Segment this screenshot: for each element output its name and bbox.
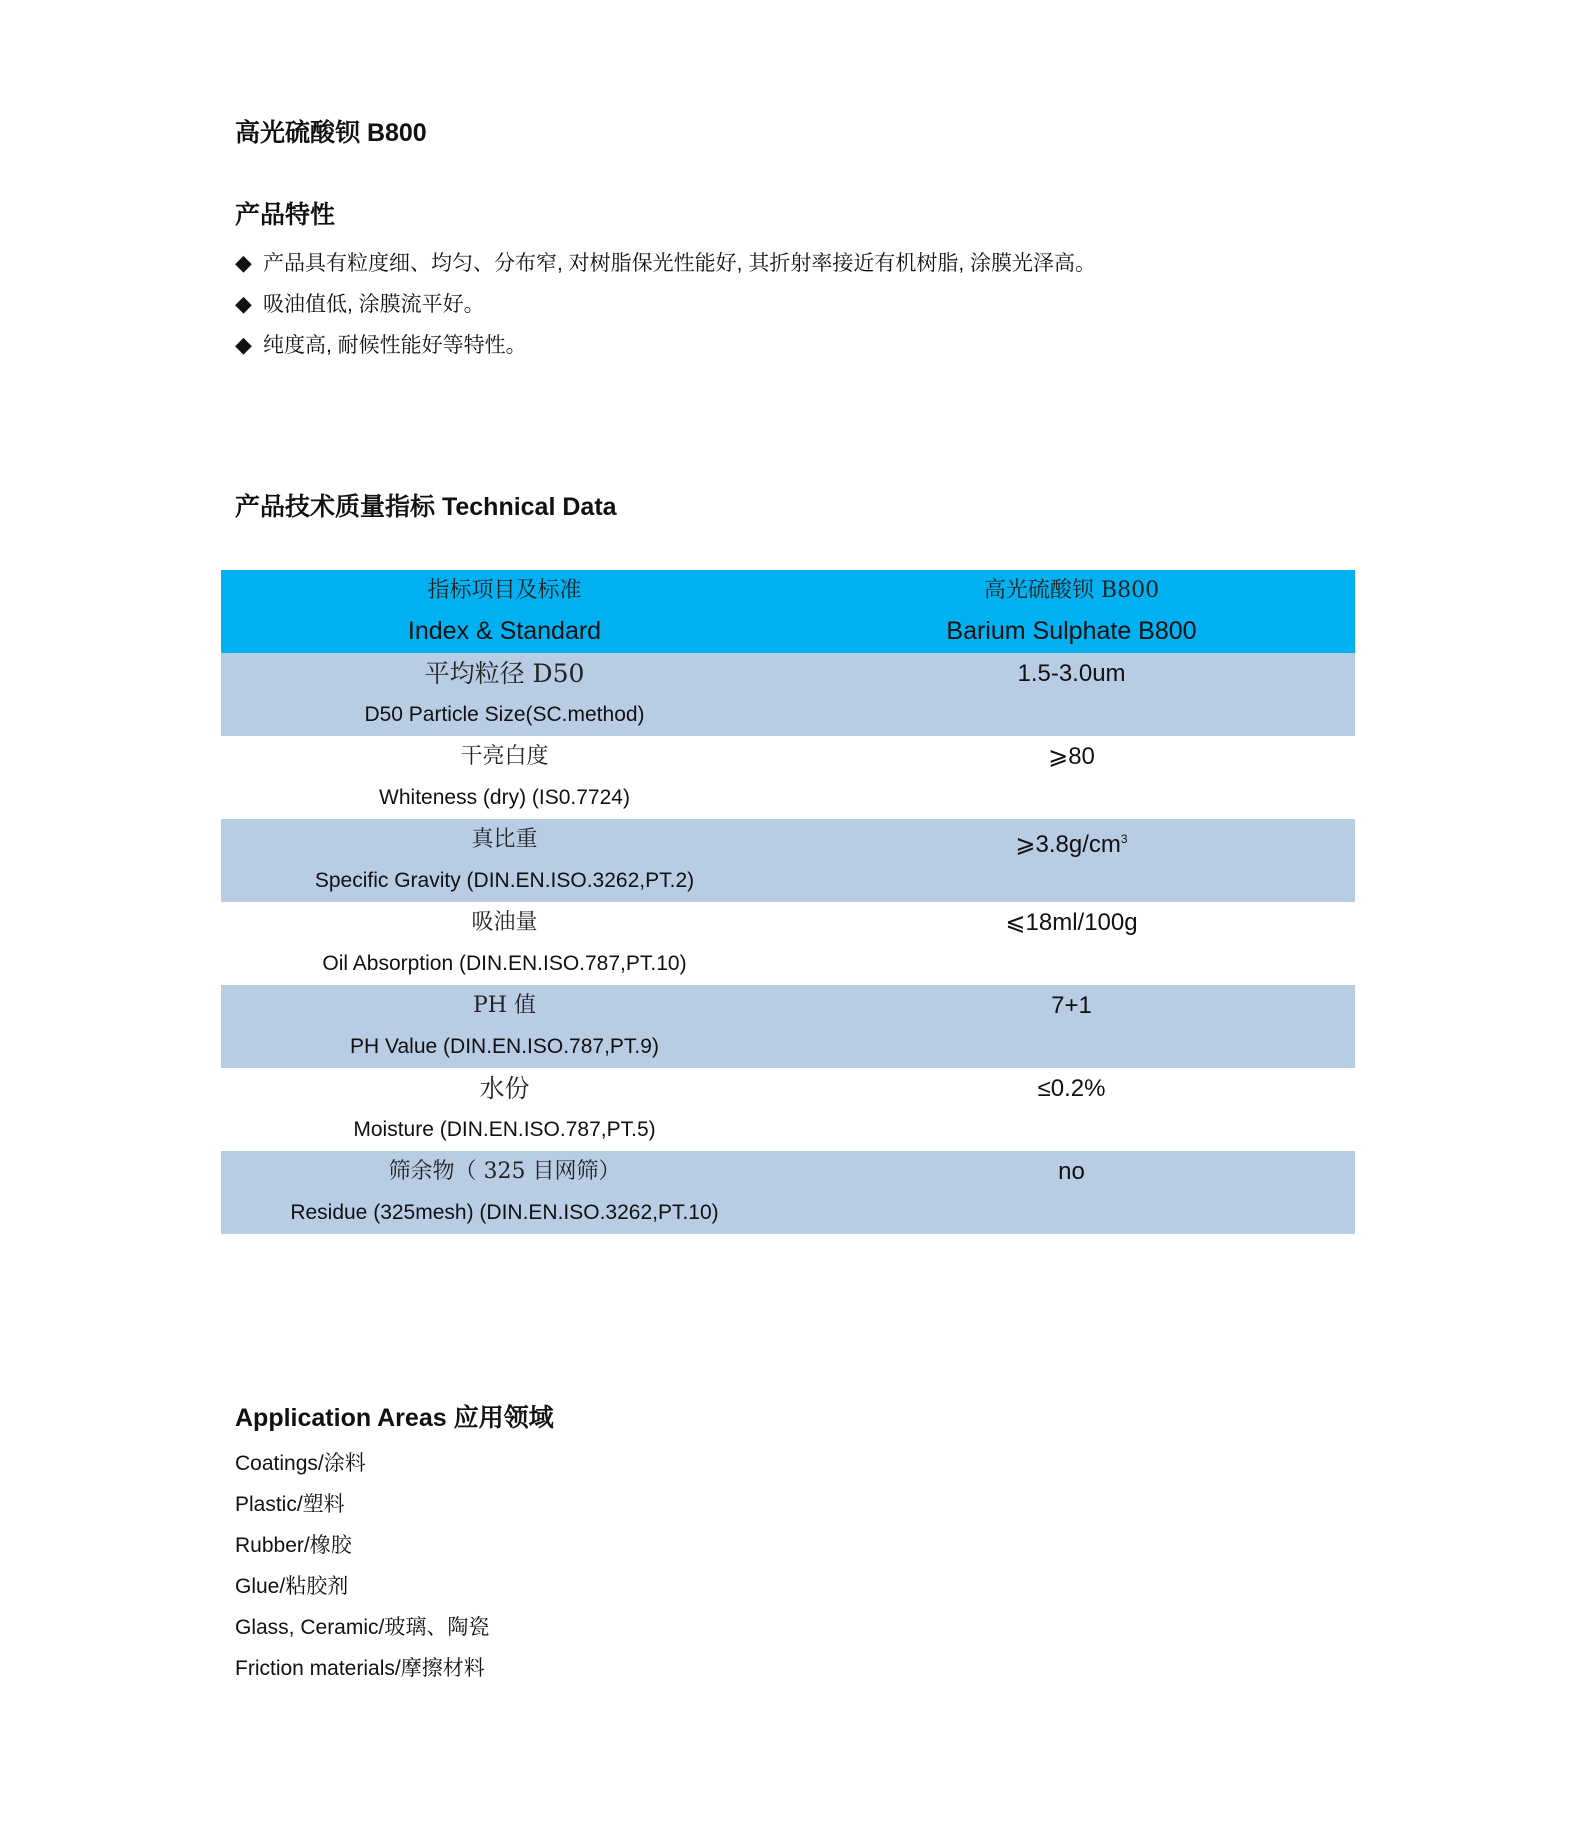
diamond-bullet-icon: ◆ [235,332,252,357]
value-cell [788,1068,1355,1151]
table-row [221,819,1355,902]
index-en: Moisture (DIN.EN.ISO.787,PT.5) [353,1118,656,1141]
diamond-bullet-icon: ◆ [235,250,252,275]
header-product-en: Barium Sulphate B800 [946,617,1197,645]
index-cn: 干亮白度 [460,744,549,769]
value-cell [788,819,1355,902]
value-text: 7+1 [1051,992,1092,1019]
value-text: $⩾3.8g/cm^3$ [1015,831,1128,858]
value-text: 1.5-3.0um [1017,660,1126,687]
index-cell [221,902,788,985]
value-text: no [1058,1158,1085,1185]
feature-text: 吸油值低, 涂膜流平好。 [263,293,485,316]
feature-item [235,324,1096,365]
index-cell [221,985,788,1068]
application-item: Glue/粘胶剂 [235,1575,349,1598]
index-cell [221,736,788,819]
table-row [221,985,1355,1068]
header-product-cn: 高光硫酸钡 B800 [983,578,1160,603]
features-heading: 产品特性 [235,201,336,229]
index-cn: PH 值 [473,993,536,1018]
table-row [221,736,1355,819]
value-cell [788,985,1355,1068]
index-en: PH Value (DIN.EN.ISO.787,PT.9) [350,1035,659,1058]
index-en: D50 Particle Size(SC.method) [364,703,645,726]
header-product-cell [788,570,1355,653]
value-text: ⩾80 [1048,743,1095,770]
index-en: Oil Absorption (DIN.EN.ISO.787,PT.10) [322,952,687,975]
application-areas-list [235,1443,489,1689]
feature-item [235,242,1096,283]
value-cell [788,902,1355,985]
value-cell [788,1151,1355,1234]
index-cn: 水份 [479,1074,530,1103]
technical-data-heading: 产品技术质量指标 Technical Data [235,493,617,521]
table-row [221,1151,1355,1234]
index-en: Residue (325mesh) (DIN.EN.ISO.3262,PT.10) [290,1201,719,1224]
application-item: Rubber/橡胶 [235,1534,352,1557]
diamond-bullet-icon: ◆ [235,291,252,316]
value-superscript: 3 [1120,832,1128,846]
application-item: Friction materials/摩擦材料 [235,1657,485,1680]
index-cell [221,819,788,902]
application-item: Coatings/涂料 [235,1452,366,1475]
header-index-cell [221,570,788,653]
application-item: Glass, Ceramic/玻璃、陶瓷 [235,1616,490,1639]
table-row [221,653,1355,736]
technical-data-table [221,570,1355,1234]
header-index-cn: 指标项目及标准 [427,578,582,603]
value-cell [788,653,1355,736]
value-text: ⩽18ml/100g [1005,909,1138,936]
index-en: Whiteness (dry) (IS0.7724) [379,786,630,809]
document-title: 高光硫酸钡 B800 [235,119,427,147]
table-header-row [221,570,1355,653]
feature-text: 产品具有粒度细、均匀、分布窄, 对树脂保光性能好, 其折射率接近有机树脂, 涂膜光泽高。 [263,252,1097,275]
table-row [221,902,1355,985]
application-areas-heading: Application Areas 应用领域 [235,1404,554,1432]
index-en: Specific Gravity (DIN.EN.ISO.3262,PT.2) [314,869,695,892]
index-cn: 平均粒径 D50 [424,659,585,688]
value-text: ≤0.2% [1037,1075,1106,1102]
feature-text: 纯度高, 耐候性能好等特性。 [263,334,527,357]
value-cell [788,736,1355,819]
index-cn: 吸油量 [471,910,538,935]
feature-item [235,283,1096,324]
header-index-en: Index & Standard [407,617,602,645]
application-item: Plastic/塑料 [235,1493,345,1516]
index-cn: 筛余物（ 325 目网筛） [388,1159,621,1184]
features-list [235,242,1096,365]
table-row [221,1068,1355,1151]
index-cell [221,1151,788,1234]
index-cell [221,1068,788,1151]
index-cell [221,653,788,736]
index-cn: 真比重 [471,827,538,852]
